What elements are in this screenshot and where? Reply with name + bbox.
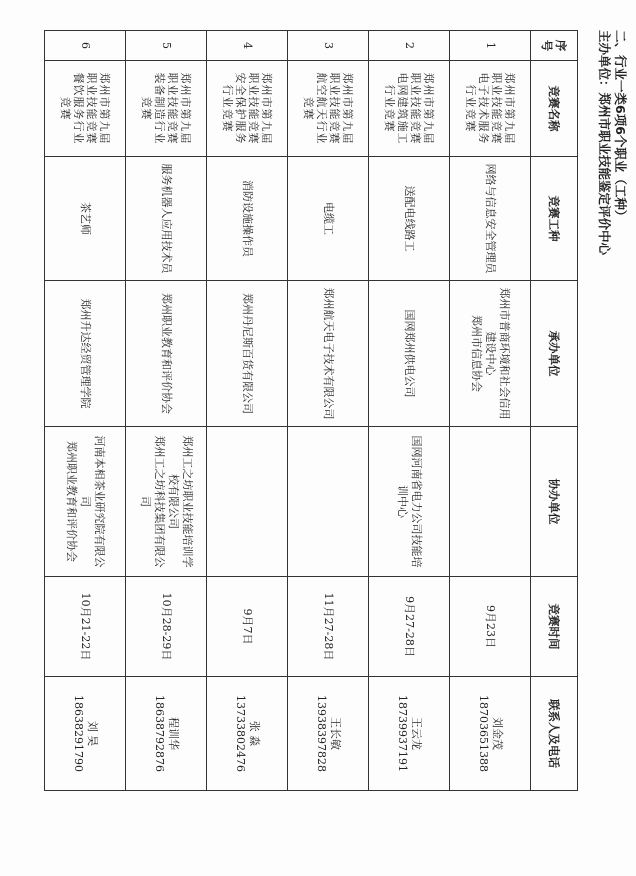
co-organizer [288,427,369,577]
section-heading [596,30,628,255]
header-seq: 序号 [531,31,578,61]
contact-phone: 18703651388 [477,695,490,772]
row-seq: 5 [126,31,207,61]
header-date: 竞赛时间 [531,577,578,677]
competition-date: 9月7日 [207,577,288,677]
co-organizer-line: 郑州职业教育和评价协会 [65,441,78,562]
contact-phone: 18739937191 [396,695,409,772]
competition-date: 10月28-29日 [126,577,207,677]
host-unit [45,281,126,427]
header-co-organizer: 协办单位 [531,427,578,577]
contact-name: 刘 昊 [86,720,99,747]
table-row [288,31,369,791]
contact [126,677,207,791]
row-seq: 3 [288,31,369,61]
contact [288,677,369,791]
header-competition-name: 竞赛名称 [531,61,578,157]
co-organizer-line: 郑州工之坊职业技能培训学校有限公司 [167,435,194,568]
host-unit-line: 郑州航天电子技术有限公司 [322,287,335,420]
contact-phone: 13938397828 [315,695,328,772]
host-unit-line: 郑州丹尼斯百货有限公司 [241,293,254,414]
co-organizer-line: 郑州工之坊科技集团有限公司 [139,435,166,568]
header-host-unit: 承办单位 [531,281,578,427]
table-row [369,31,450,791]
contact-name: 张 淼 [248,720,261,747]
contact-name: 刘金茂 [491,717,504,750]
competition-name: 郑州市第九届职业技能竞赛餐饮服务行业竞赛 [45,61,126,157]
contact [45,677,126,791]
header-trade: 竞赛工种 [531,157,578,281]
contact [369,677,450,791]
competition-trade: 网络与信息安全管理员 [450,157,531,281]
host-unit-line: 郑州市信息协会 [470,315,483,392]
co-organizer [369,427,450,577]
contact-phone: 13733802476 [234,695,247,772]
host-unit-line: 郑州升达经贸管理学院 [79,298,92,409]
table-row [450,31,531,791]
co-organizer [207,427,288,577]
competition-name: 郑州市第九届职业技能竞赛电网建筑施工行业竞赛 [369,61,450,157]
table-row [207,31,288,791]
competition-date: 9月23日 [450,577,531,677]
contact [450,677,531,791]
competition-name: 郑州市第九届职业技能竞赛装备制造行业竞赛 [126,61,207,157]
host-unit [450,281,531,427]
co-organizer [126,427,207,577]
competition-date: 9月27-28日 [369,577,450,677]
co-organizer [450,427,531,577]
host-unit-line: 郑州职业教育和评价协会 [160,293,173,414]
competition-trade: 消防设施操作员 [207,157,288,281]
host-unit-line: 郑州市普商环境和社会信用建设中心 [484,287,511,420]
row-seq: 6 [45,31,126,61]
table-row [45,31,126,791]
competition-trade: 送配电线路工 [369,157,450,281]
row-seq: 1 [450,31,531,61]
competition-date: 11月27-28日 [288,577,369,677]
contact [207,677,288,791]
competition-trade: 茶艺师 [45,157,126,281]
contact-phone: 18638291790 [72,695,85,772]
contact-name: 程训华 [167,717,180,750]
table-header-row [531,31,578,791]
host-unit [126,281,207,427]
row-seq: 2 [369,31,450,61]
contact-name: 王长敏 [329,717,342,750]
co-organizer [45,427,126,577]
rotated-sheet [58,30,628,790]
co-organizer-line: 河南本相茶业研究院有限公司 [79,435,106,568]
competition-name: 郑州市第九届职业技能竞赛航空航天行业竞赛 [288,61,369,157]
row-seq: 4 [207,31,288,61]
heading-category: 二、行业一类6项6个职业（工种） [613,30,628,223]
host-unit [369,281,450,427]
competition-trade: 电缆工 [288,157,369,281]
header-contact: 联系人及电话 [531,677,578,791]
competition-trade: 服务机器人应用技术员 [126,157,207,281]
contact-name: 王云龙 [410,717,423,750]
competition-name: 郑州市第九届职业技能竞赛电子技术服务行业竞赛 [450,61,531,157]
host-unit-line: 国网郑州供电公司 [403,309,416,398]
competition-table [44,30,578,791]
table-row [126,31,207,791]
contact-phone: 18638792876 [153,695,166,772]
competition-name: 郑州市第九届职业技能竞赛安全保护服务行业竞赛 [207,61,288,157]
host-unit [288,281,369,427]
co-organizer-line: 国网河南省电力公司技能培训中心 [396,435,423,568]
competition-date: 10月21-22日 [45,577,126,677]
heading-organizer: 主办单位：郑州市职业技能鉴定评价中心 [597,30,612,256]
host-unit [207,281,288,427]
